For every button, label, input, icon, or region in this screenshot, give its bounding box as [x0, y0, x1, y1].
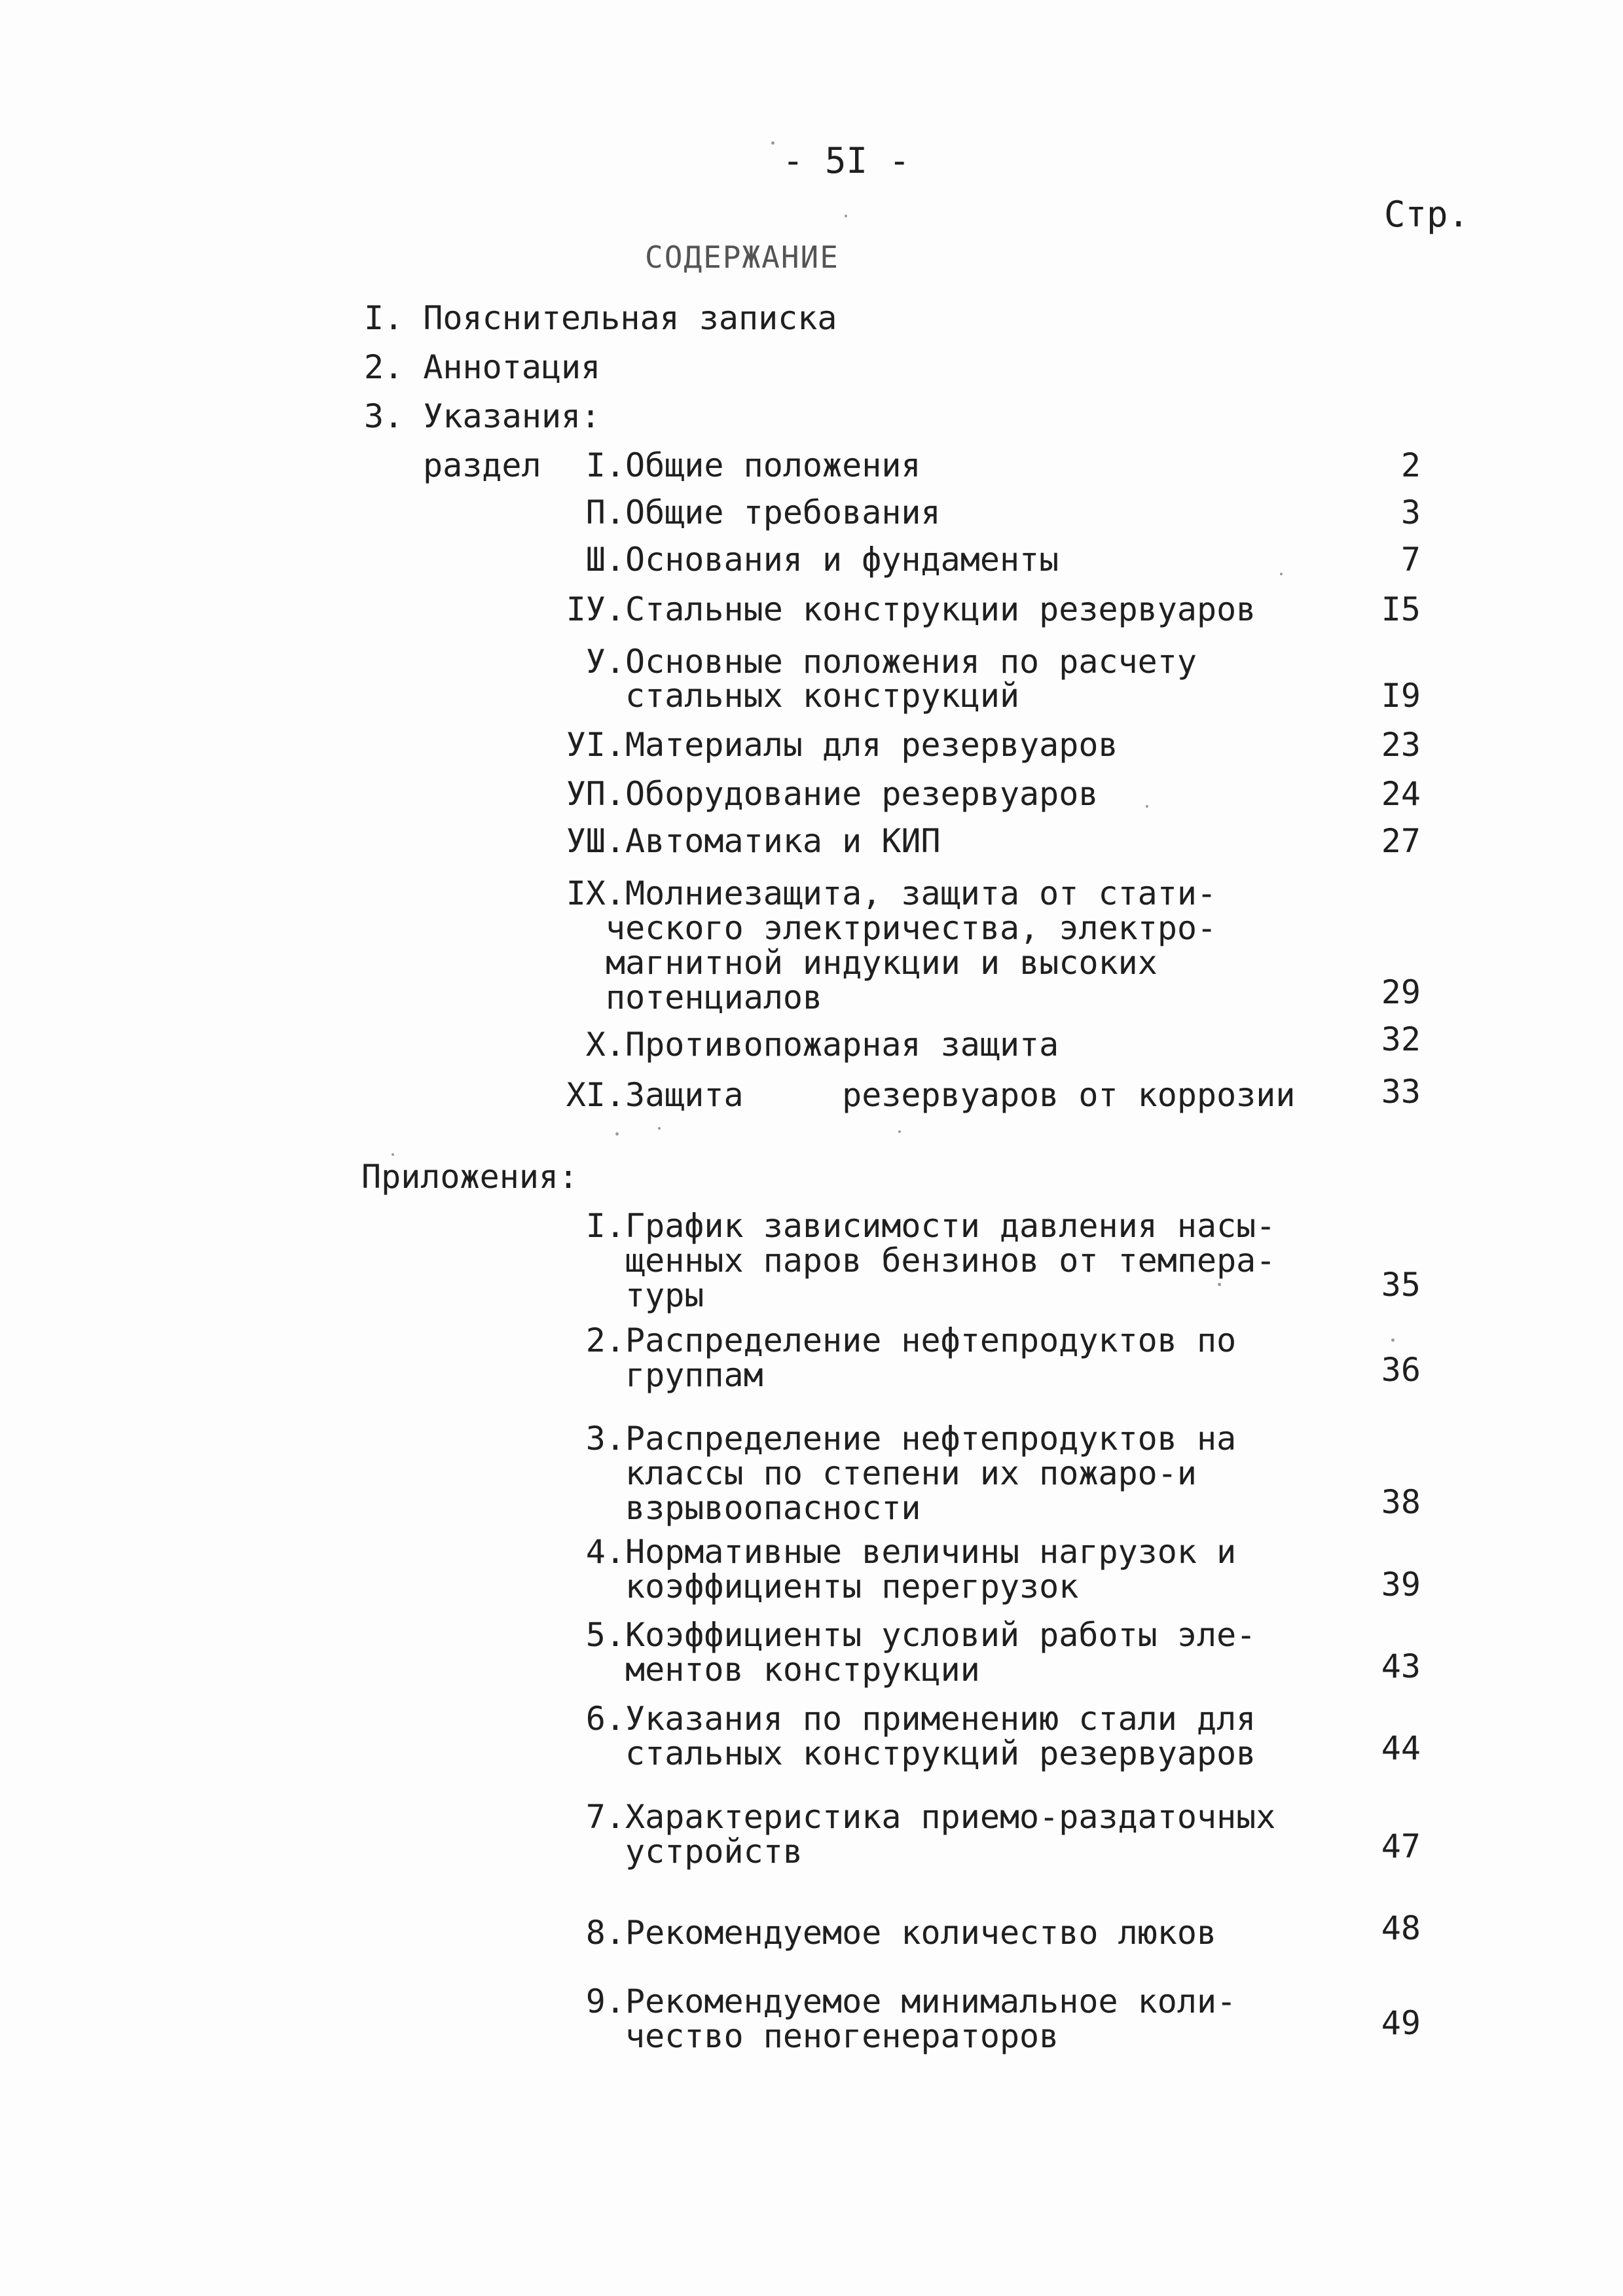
appendix-page: 36 — [1381, 1351, 1421, 1389]
section-number: УШ. — [566, 822, 625, 860]
scan-speck — [658, 1127, 661, 1130]
appendix-title-line: ментов конструкции — [625, 1651, 980, 1689]
appendix-title-line: устройств — [625, 1833, 803, 1871]
appendix-number: 8. — [585, 1914, 625, 1952]
entry-number: I. — [364, 299, 404, 337]
section-number: X. — [585, 1026, 625, 1064]
section-page: 7 — [1400, 541, 1421, 579]
section-page: 24 — [1381, 775, 1421, 813]
appendix-heading: Приложения: — [361, 1158, 579, 1196]
section-title: Стальные конструкции резервуаров — [625, 590, 1256, 628]
section-title-line: Молниезащита, защита от стати- — [625, 874, 1217, 912]
sections-prefix: раздел — [423, 446, 541, 484]
appendix-page: 43 — [1381, 1647, 1421, 1685]
section-number: XI. — [566, 1076, 625, 1114]
appendix-number: 4. — [585, 1533, 625, 1571]
section-title: Общие положения — [625, 446, 921, 484]
appendix-number: 9. — [585, 1982, 625, 2020]
appendix-page: 35 — [1381, 1266, 1421, 1304]
appendix-title-line: Распределение нефтепродуктов на — [625, 1420, 1237, 1458]
section-page: 3 — [1400, 493, 1421, 531]
appendix-title-line: туры — [625, 1276, 704, 1314]
section-title-line: стальных конструкций — [625, 677, 1020, 715]
scan-speck — [1391, 1338, 1395, 1342]
appendix-number: 5. — [585, 1616, 625, 1654]
section-page: I5 — [1381, 590, 1421, 628]
section-number: УI. — [566, 726, 625, 764]
appendix-title-line: чество пеногенераторов — [625, 2017, 1059, 2055]
section-page: 33 — [1381, 1073, 1421, 1111]
entry-label: Указания: — [423, 397, 601, 435]
section-number: УП. — [566, 775, 625, 813]
appendix-page: 39 — [1381, 1566, 1421, 1604]
section-page: 29 — [1381, 973, 1421, 1011]
toc-entry — [364, 349, 600, 386]
entry-label: Пояснительная записка — [423, 299, 837, 337]
section-title: Материалы для резервуаров — [625, 726, 1118, 764]
section-page: 27 — [1381, 822, 1421, 860]
section-number: П. — [585, 493, 625, 531]
section-page: 23 — [1381, 726, 1421, 764]
section-number: IУ. — [566, 590, 625, 628]
section-number: IX. — [566, 874, 625, 912]
scan-speck — [1218, 1283, 1221, 1286]
appendix-title-line: Характеристика приемо-раздаточных — [625, 1798, 1276, 1836]
appendix-title-line: стальных конструкций резервуаров — [625, 1734, 1256, 1772]
section-title: Автоматика и КИП — [625, 822, 941, 860]
section-title-line: ческого электричества, электро- — [606, 909, 1217, 947]
appendix-page: 49 — [1381, 2004, 1421, 2042]
appendix-title-line: щенных паров бензинов от темпера- — [625, 1242, 1276, 1280]
section-page: 2 — [1400, 446, 1421, 484]
page-number: - 5I - — [782, 140, 911, 181]
appendix-number: 7. — [585, 1798, 625, 1836]
appendix-title-line: Указания по применению стали для — [625, 1700, 1256, 1738]
section-title: Общие требования — [625, 493, 941, 531]
section-title: Оборудование резервуаров — [625, 775, 1099, 813]
scan-speck — [1146, 805, 1148, 808]
scan-speck — [615, 1132, 619, 1136]
section-title-line: магнитной индукции и высоких — [606, 944, 1158, 982]
page-column-header: Стр. — [1384, 194, 1470, 235]
appendix-page: 47 — [1381, 1827, 1421, 1865]
appendix-title-line: группам — [625, 1356, 763, 1394]
appendix-title-line: Коэффициенты условий работы эле- — [625, 1616, 1256, 1654]
section-title-line: потенциалов — [606, 978, 823, 1016]
entry-label: Аннотация — [423, 348, 601, 386]
entry-number: 3. — [364, 397, 404, 435]
section-title: Противопожарная защита — [625, 1026, 1059, 1064]
section-title: Защита резервуаров от коррозии — [625, 1076, 1296, 1114]
section-page: 32 — [1381, 1020, 1421, 1058]
appendix-title-line: взрывоопасности — [625, 1489, 921, 1527]
scan-speck — [771, 141, 775, 145]
appendix-title-line: Рекомендуемое количество люков — [625, 1914, 1217, 1952]
appendix-title-line: Рекомендуемое минимальное коли- — [625, 1982, 1237, 2020]
section-title-line: Основные положения по расчету — [625, 643, 1197, 681]
appendix-page: 44 — [1381, 1729, 1421, 1767]
appendix-title-line: коэффициенты перегрузок — [625, 1568, 1079, 1605]
scan-speck — [845, 215, 847, 217]
appendix-title-line: Распределение нефтепродуктов по — [625, 1321, 1237, 1359]
appendix-number: 2. — [585, 1321, 625, 1359]
appendix-title-line: классы по степени их пожаро-и — [625, 1454, 1197, 1492]
appendix-number: 3. — [585, 1420, 625, 1458]
appendix-title-line: График зависимости давления насы- — [625, 1207, 1276, 1245]
scan-speck — [898, 1130, 901, 1133]
appendix-number: 6. — [585, 1700, 625, 1738]
toc-entry — [364, 398, 600, 435]
document-title: СОДЕРЖАНИЕ — [645, 240, 839, 275]
appendix-number: I. — [585, 1207, 625, 1245]
toc-entry — [364, 300, 837, 336]
scan-speck — [1280, 573, 1283, 575]
section-number: Ш. — [585, 541, 625, 579]
appendix-page: 48 — [1381, 1909, 1421, 1947]
section-number: У. — [585, 643, 625, 681]
section-title: Основания и фундаменты — [625, 541, 1059, 579]
entry-number: 2. — [364, 348, 404, 386]
section-page: I9 — [1381, 677, 1421, 715]
section-number: I. — [585, 446, 625, 484]
appendix-page: 38 — [1381, 1483, 1421, 1521]
scan-speck — [392, 1153, 394, 1156]
appendix-title-line: Нормативные величины нагрузок и — [625, 1533, 1237, 1571]
